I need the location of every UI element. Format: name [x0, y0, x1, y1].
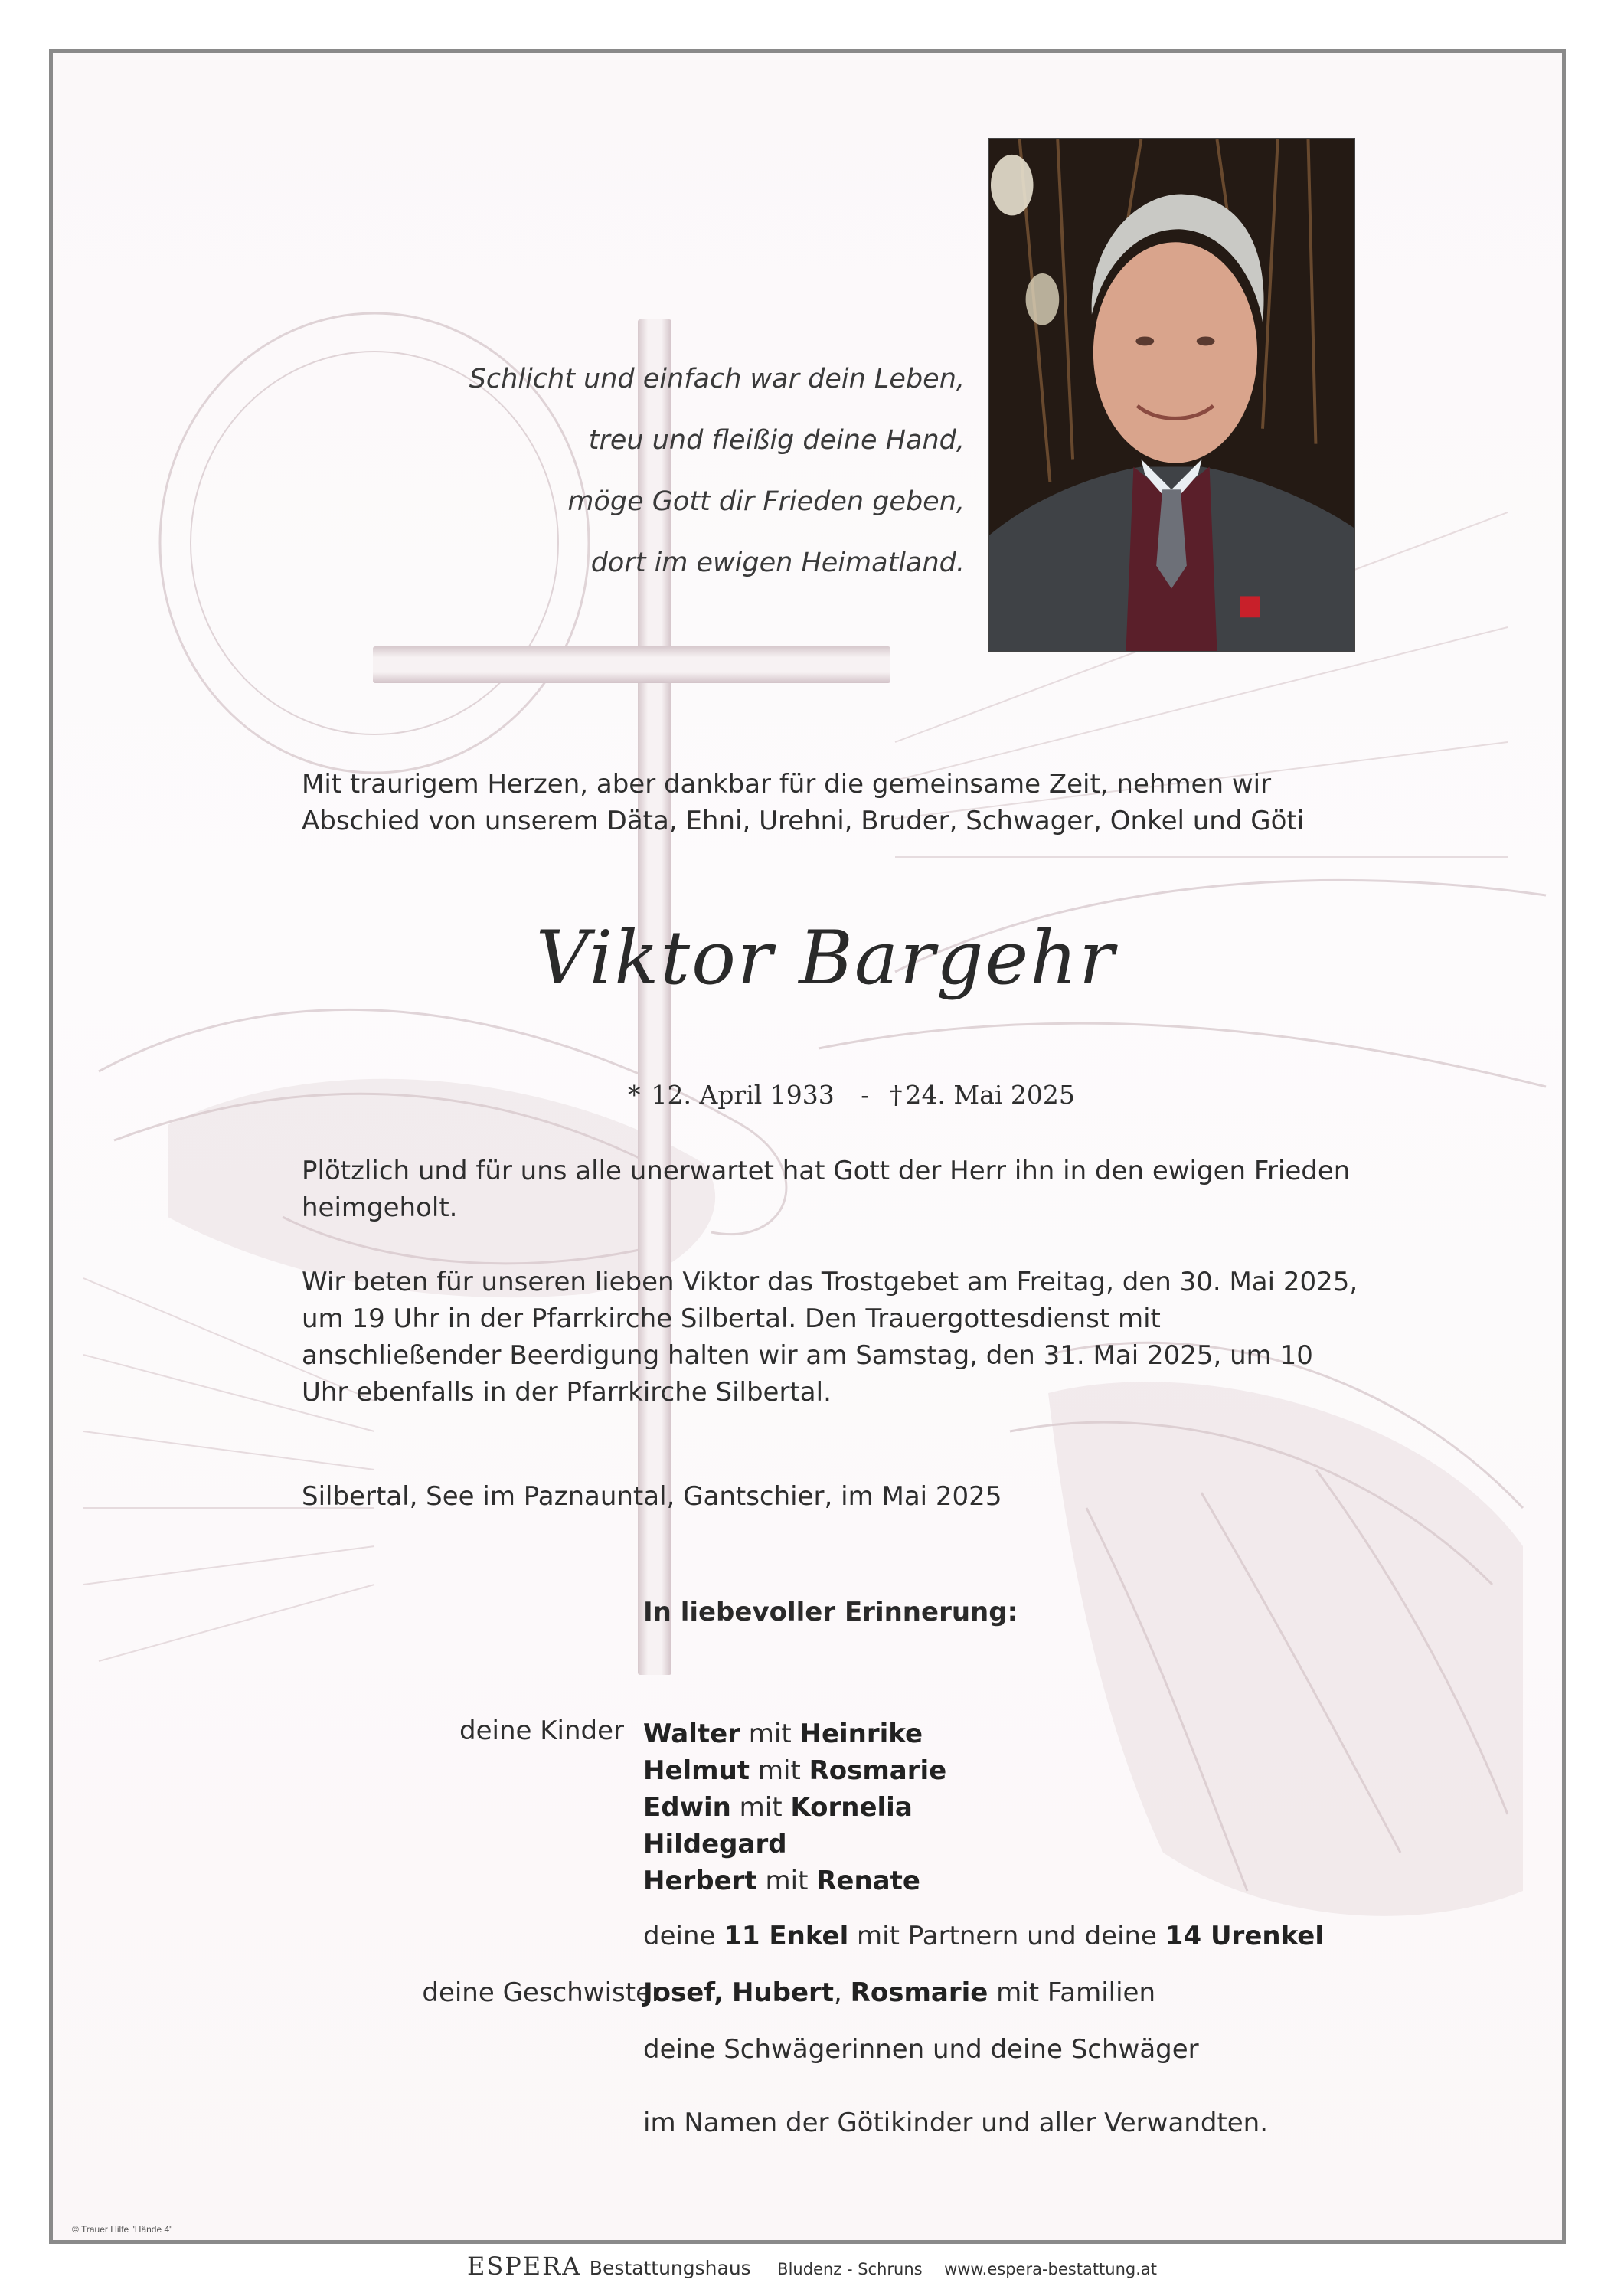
funeral-home-locations: Bludenz - Schruns	[777, 2260, 923, 2278]
memory-title: In liebevoller Erinnerung:	[643, 1597, 1018, 1627]
list-item: Herbert mit Renate	[643, 1866, 920, 1896]
cross-horizontal-beam	[373, 646, 890, 683]
intro-text: Mit traurigem Herzen, aber dankbar für die gemeinsame Zeit, nehmen wir Abschied von unserem Däta, Ehni, Urehni, Bruder, Schwager, Onkel und Göti	[302, 769, 1305, 836]
poem-line: treu und fleißig deine Hand,	[588, 425, 965, 456]
closing-line: im Namen der Götikinder und aller Verwandten.	[643, 2108, 1269, 2138]
footer	[0, 2252, 1624, 2281]
poem-line: Schlicht und einfach war dein Leben,	[469, 364, 965, 394]
children-list	[643, 1715, 946, 1899]
poem	[306, 348, 965, 594]
paragraph-death: Plötzlich und für uns alle unerwartet hat Gott der Herr ihn in den ewigen Frieden heimgeholt.	[302, 1156, 1351, 1223]
list-item: Hildegard	[643, 1829, 787, 1859]
date-separator: -	[861, 1080, 870, 1110]
paragraph-services: Wir beten für unseren lieben Viktor das Trostgebet am Freitag, den 30. Mai 2025, um 19 Uhr in der Pfarrkirche Silbertal. Den Trauergottesdienst mit anschließender Beerdigung halten wir am Samstag, den 31. Mai 2025, um 10 Uhr ebenfalls in der Pfarrkirche Silbertal.	[302, 1267, 1358, 1408]
funeral-home-brand: ESPERA	[466, 2252, 582, 2281]
poem-line: möge Gott dir Frieden geben,	[567, 486, 965, 517]
funeral-home-url[interactable]: www.espera-bestattung.at	[944, 2260, 1158, 2278]
birth-date: 12. April 1933	[651, 1080, 835, 1110]
list-item: Edwin mit Kornelia	[643, 1792, 913, 1823]
list-item: Walter mit Heinrike	[643, 1719, 923, 1749]
list-item: Helmut mit Rosmarie	[643, 1755, 947, 1786]
artwork-copyright: © Trauer Hilfe "Hände 4"	[72, 2224, 173, 2235]
deceased-name: Viktor Bargehr	[536, 915, 1116, 1001]
inlaws-line: deine Schwägerinnen und deine Schwäger	[643, 2034, 1199, 2065]
funeral-home-subtitle: Bestattungshaus	[589, 2257, 751, 2279]
siblings-label: deine Geschwister	[422, 1977, 662, 2008]
life-dates	[628, 1080, 1164, 1110]
siblings-line: Josef, Hubert, Rosmarie mit Familien	[643, 1977, 1156, 2008]
grandchildren-line: deine 11 Enkel mit Partnern und deine 14 Urenkel	[643, 1921, 1325, 1951]
children-label: deine Kinder	[459, 1715, 624, 1746]
place-date: Silbertal, See im Paznauntal, Gantschier, im Mai 2025	[302, 1481, 1002, 1512]
death-symbol: †	[889, 1080, 903, 1110]
portrait-photo	[988, 138, 1355, 652]
poem-line: dort im ewigen Heimatland.	[590, 548, 965, 578]
death-date: 24. Mai 2025	[905, 1080, 1075, 1110]
birth-symbol: *	[628, 1080, 641, 1110]
